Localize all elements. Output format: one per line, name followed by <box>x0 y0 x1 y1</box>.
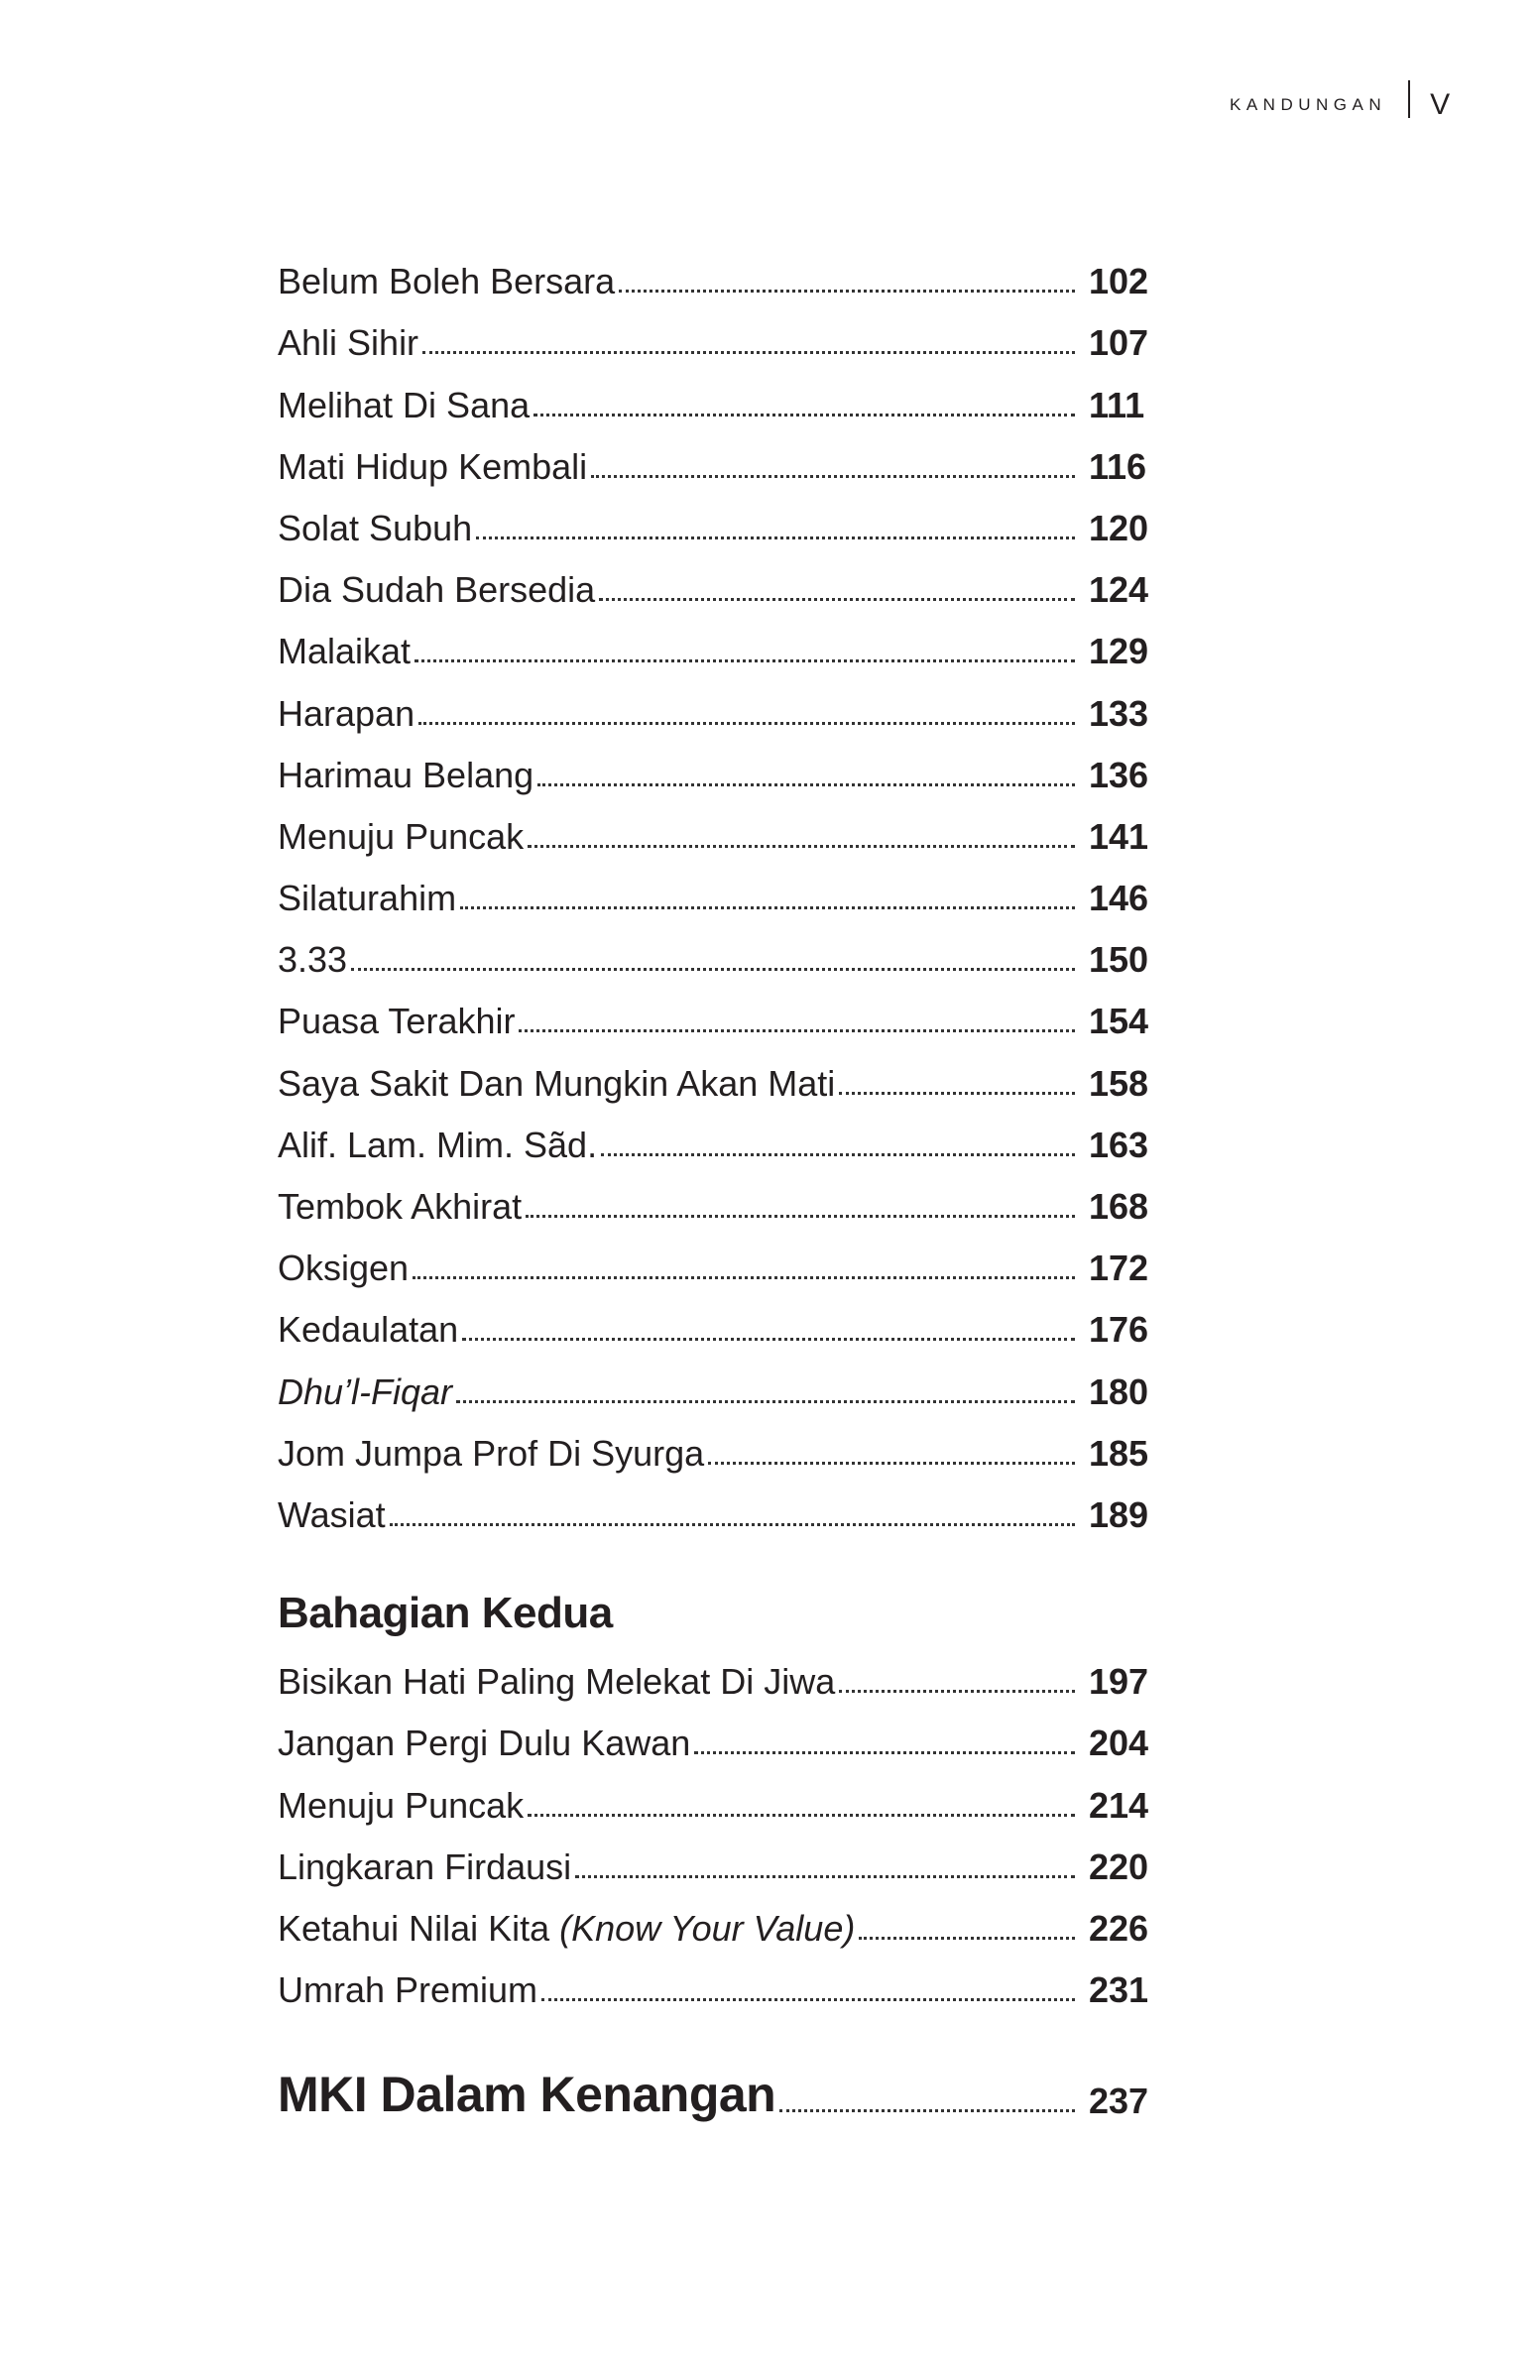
dot-leader <box>528 1814 1075 1817</box>
toc-entry-title <box>278 1246 411 1291</box>
toc-part-two <box>278 1643 1160 2013</box>
dot-leader <box>476 536 1075 539</box>
toc-entry-title <box>278 814 526 860</box>
toc-entry-title-text: Melihat Di Sana <box>278 384 531 425</box>
toc-entry-title-text: Solat Subuh <box>278 507 473 548</box>
toc-entry-title <box>278 1123 599 1168</box>
toc-entry-title-text: 3.33 <box>278 939 348 981</box>
toc-entry-title-text: Puasa Terakhir <box>278 1001 516 1042</box>
toc-entry-title: MKI Dalam Kenangan <box>278 2067 776 2123</box>
dot-leader <box>599 598 1075 601</box>
toc-entry-title-text: Bisikan Hati Paling Melekat Di Jiwa <box>278 1661 836 1703</box>
toc-entry-page: 214 <box>1089 1784 1149 1826</box>
toc-entry-page: 154 <box>1089 1001 1149 1042</box>
dot-leader <box>779 2109 1075 2112</box>
toc-entry-title <box>278 1184 524 1230</box>
toc-entry-title-text: Alif. Lam. Mim. Sãd. <box>278 1124 598 1165</box>
dot-leader <box>533 414 1075 416</box>
toc-entry-title <box>278 999 517 1044</box>
dot-leader <box>839 1690 1075 1693</box>
toc-entry-title <box>278 383 532 428</box>
toc-entry-page: 176 <box>1089 1309 1149 1351</box>
toc-entry-page: 185 <box>1089 1432 1149 1474</box>
toc-entry-page: 168 <box>1089 1186 1149 1227</box>
toc-entry-page: 141 <box>1089 815 1149 857</box>
toc-entry-title-text: Oksigen <box>278 1248 410 1289</box>
toc-entry-title-text: Umrah Premium <box>278 1969 538 2011</box>
toc-entry-page: 163 <box>1089 1124 1149 1165</box>
toc-entry-title <box>278 259 617 304</box>
toc-entry[interactable] <box>278 798 1160 860</box>
toc-entry[interactable] <box>278 1168 1160 1230</box>
toc-entry-title <box>278 1906 857 1952</box>
toc-entry[interactable] <box>278 428 1160 490</box>
dot-leader <box>859 1937 1075 1940</box>
dot-leader <box>537 783 1075 786</box>
toc-entry-page: 189 <box>1089 1493 1149 1535</box>
toc-entry[interactable] <box>278 1107 1160 1168</box>
toc-entry-title <box>278 444 589 490</box>
dot-leader <box>519 1029 1075 1032</box>
toc-entry-title <box>278 1659 837 1705</box>
toc-entry-title-text: Saya Sakit Dan Mungkin Akan Mati <box>278 1062 836 1104</box>
toc-entry-page: 116 <box>1089 445 1147 487</box>
dot-leader <box>526 1215 1075 1218</box>
dot-leader <box>619 290 1075 293</box>
page-number: V <box>1430 88 1451 121</box>
toc-entry-title-text: Malaikat <box>278 631 412 672</box>
dot-leader <box>390 1523 1075 1526</box>
toc-entry-title-text: Harapan <box>278 692 415 734</box>
toc-entry[interactable] <box>278 304 1160 366</box>
toc-entry-page: 180 <box>1089 1370 1149 1412</box>
toc-entry-page: 204 <box>1089 1723 1149 1764</box>
toc-entry-title-italic: Dhu’l-Fiqar <box>278 1370 453 1412</box>
toc-entry[interactable] <box>278 1477 1160 1538</box>
toc-entry[interactable] <box>278 1890 1160 1952</box>
toc-entry[interactable] <box>278 1705 1160 1766</box>
toc-entry[interactable] <box>278 551 1160 613</box>
toc-entry-page: 136 <box>1089 754 1149 795</box>
toc-entry-page: 150 <box>1089 939 1149 981</box>
toc-entry[interactable] <box>278 1230 1160 1291</box>
toc-entry[interactable] <box>278 860 1160 921</box>
toc-entry-title <box>278 937 349 983</box>
toc-entry[interactable] <box>278 1291 1160 1353</box>
toc-entry-title <box>278 876 458 921</box>
toc-entry[interactable] <box>278 921 1160 983</box>
toc-entry[interactable] <box>278 674 1160 736</box>
dot-leader <box>462 1338 1075 1341</box>
toc-entry[interactable] <box>278 613 1160 674</box>
toc-entry[interactable] <box>278 983 1160 1044</box>
toc-entry[interactable] <box>278 1415 1160 1477</box>
toc-entry-title-text: Menuju Puncak <box>278 815 525 857</box>
toc-entry-page: 111 <box>1089 384 1145 425</box>
toc-entry-title <box>278 629 413 674</box>
dot-leader <box>415 659 1075 662</box>
toc-entry-page: 197 <box>1089 1661 1149 1703</box>
dot-leader <box>839 1092 1075 1095</box>
toc-entry-title <box>278 567 597 613</box>
toc-entry-title-text: Tembok Akhirat <box>278 1186 523 1227</box>
toc-entry-page: 133 <box>1089 692 1149 734</box>
running-head-divider <box>1408 80 1410 118</box>
toc-entry-title-italic: (Know Your Value) <box>559 1907 856 1949</box>
toc-entry[interactable] <box>278 243 1160 304</box>
toc-entry[interactable] <box>278 1353 1160 1414</box>
dot-leader <box>694 1751 1075 1754</box>
toc-entry-title-text: Kedaulatan <box>278 1309 459 1351</box>
toc-major-entry[interactable] <box>278 2055 1160 2124</box>
toc-entry-title-text: Belum Boleh Bersara <box>278 261 616 302</box>
dot-leader <box>418 722 1075 725</box>
toc-entry-page: 220 <box>1089 1845 1149 1887</box>
dot-leader <box>460 906 1075 909</box>
toc-entry-title-text: Menuju Puncak <box>278 1784 525 1826</box>
toc-entry-title-text: Mati Hidup Kembali <box>278 445 588 487</box>
toc-entry-page: 158 <box>1089 1062 1149 1104</box>
dot-leader <box>528 845 1075 848</box>
toc-entry-page: 102 <box>1089 261 1149 302</box>
toc-entry-page: 107 <box>1089 322 1149 364</box>
toc-entry-title-text: Harimau Belang <box>278 754 534 795</box>
toc-entry[interactable] <box>278 1643 1160 1705</box>
toc-entry-title <box>278 506 474 551</box>
toc-entry-title-text: Silaturahim <box>278 878 457 919</box>
table-of-contents <box>278 243 1160 2124</box>
toc-entry-page: 120 <box>1089 507 1149 548</box>
toc-entry-title-text: Ketahui Nilai Kita <box>278 1907 560 1949</box>
toc-entry-page: 124 <box>1089 569 1149 611</box>
running-head-title: KANDUNGAN <box>1230 95 1387 114</box>
toc-entry[interactable] <box>278 366 1160 427</box>
toc-entry-page: 172 <box>1089 1248 1149 1289</box>
toc-entry-title-text: Dia Sudah Bersedia <box>278 569 596 611</box>
toc-entry[interactable] <box>278 1829 1160 1890</box>
toc-entry-title <box>278 1967 539 2013</box>
toc-entry-page: 237 <box>1089 2081 1149 2122</box>
dot-leader <box>591 475 1075 478</box>
dot-leader <box>541 1998 1075 2001</box>
toc-entry-title <box>278 1369 454 1415</box>
dot-leader <box>351 968 1075 971</box>
toc-entry-title <box>278 691 416 737</box>
dot-leader <box>575 1875 1075 1878</box>
toc-entry-page: 231 <box>1089 1969 1149 2011</box>
dot-leader <box>601 1153 1075 1156</box>
toc-entry-title <box>278 320 420 366</box>
section-heading: Bahagian Kedua <box>278 1588 613 1637</box>
toc-entry-title <box>278 1721 692 1766</box>
running-head <box>1230 85 1450 125</box>
toc-entry-title <box>278 753 535 798</box>
dot-leader <box>708 1462 1075 1465</box>
toc-entry-title <box>278 1844 573 1890</box>
dot-leader <box>422 351 1075 354</box>
toc-entry-title <box>278 1492 388 1538</box>
toc-entry[interactable] <box>278 737 1160 798</box>
dot-leader <box>413 1276 1075 1279</box>
toc-entry-title-text: Wasiat <box>278 1493 386 1535</box>
toc-entry-title <box>278 1783 526 1829</box>
toc-entry[interactable] <box>278 1044 1160 1106</box>
toc-entry-title-text: Jom Jumpa Prof Di Syurga <box>278 1432 705 1474</box>
toc-entry[interactable] <box>278 490 1160 551</box>
toc-entry-page: 146 <box>1089 878 1149 919</box>
toc-entry-page: 129 <box>1089 631 1149 672</box>
toc-entry-title <box>278 1061 837 1107</box>
toc-entry-title-text: Lingkaran Firdausi <box>278 1845 572 1887</box>
dot-leader <box>456 1400 1075 1403</box>
toc-entry[interactable] <box>278 1766 1160 1828</box>
toc-part-one <box>278 243 1160 1538</box>
toc-entry-title <box>278 1307 460 1353</box>
toc-entry-title-text: Jangan Pergi Dulu Kawan <box>278 1723 691 1764</box>
toc-entry[interactable] <box>278 1952 1160 2013</box>
toc-entry-title-text: Ahli Sihir <box>278 322 419 364</box>
toc-entry-title <box>278 1431 706 1477</box>
toc-entry-page: 226 <box>1089 1907 1149 1949</box>
